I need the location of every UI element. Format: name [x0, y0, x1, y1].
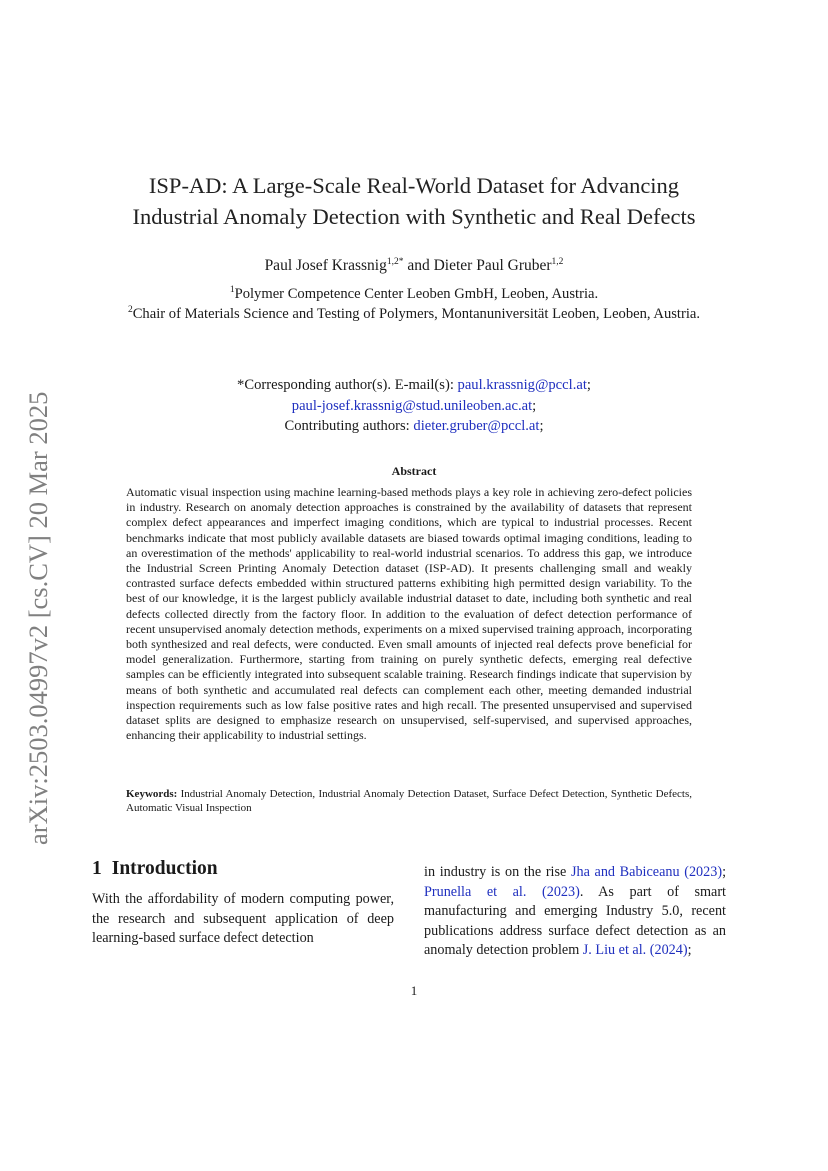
paper-title-line-2: Industrial Anomaly Detection with Synthetic and Real Defects	[132, 204, 696, 229]
paper-title-line-1: ISP-AD: A Large-Scale Real-World Dataset for Advancing	[148, 173, 680, 198]
separator: ;	[532, 397, 537, 414]
affiliation-2	[100, 305, 728, 325]
citation-link[interactable]: Jha and Babiceanu	[570, 864, 680, 880]
affiliation-marker: 2	[127, 304, 133, 315]
page-number: 1	[410, 983, 418, 998]
affiliation-list	[100, 285, 728, 324]
intro-right-column	[424, 863, 730, 961]
author-name: Dieter Paul Gruber	[433, 257, 552, 274]
email-link[interactable]: paul-josef.krassnig@stud.unileoben.ac.at	[291, 397, 533, 414]
abstract-body: Automatic visual inspection using machine learning-based methods plays a key role in achieving zero-defect policies in industry. Research on anomaly detection approaches is constrained by the availability of datasets that represent complex defect appearances and imperfect imaging conditions, which are typical to industrial processes. Recent benchmarks indicate that most publicly available datasets are biased towards optimal imaging conditions, leading to an overestimation of the methods' applicability to real-world industrial scenarios. To address this gap, we introduce the Industrial Screen Printing Anomaly Detection dataset (ISP-AD). It presents challenging small and weakly contrasted surface defects embedded within structured patterns exhibiting high permitted design variability. To the best of our knowledge, it is the largest publicly available industrial dataset to date, including both synthetic and real defects collected directly from the factory floor. In addition to the evaluation of defect detection performance of recent unsupervised anomaly detection methods, experiments on a mixed supervised training approach, incorporating both synthesized and real defects, were conducted. Even small amounts of injected real defects prove beneficial for model generalization. Furthermore, starting from training on purely synthetic defects, emerging real defective samples can be efficiently integrated into subsequent scalable training. Research findings indicate that supervision by means of both synthetic and accumulated real defects can complement each other, meeting demanded industrial inspection requirements such as low false positive rates and high recall. The presented unsupervised and supervised dataset splits are designed to emphasize research on unsupervised, self-supervised, and supervised approaches, enhancing their applicability to industrial settings.	[126, 485, 692, 743]
body-text	[526, 884, 542, 900]
citation-link[interactable]: J. Liu et al.	[582, 942, 647, 958]
paper-title	[0, 170, 828, 232]
corresponding-label: *Corresponding author(s). E-mail(s):	[237, 377, 458, 393]
keywords	[126, 787, 692, 815]
author-conjunction: and	[403, 257, 434, 274]
separator: ;	[586, 377, 591, 393]
section-heading	[92, 858, 218, 880]
corresponding-author-line-2	[0, 396, 828, 417]
intro-left-column: With the affordability of modern computing power, the research and subsequent application of deep learning-based surface defect detection	[92, 891, 394, 946]
email-link[interactable]: paul.krassnig@pccl.at	[457, 377, 587, 393]
section-number: 1	[92, 858, 102, 879]
citation-link[interactable]: Prunella et al.	[424, 883, 527, 900]
citation-year-link[interactable]: (2023)	[542, 883, 580, 900]
citation-year-link[interactable]: (2023)	[684, 864, 723, 880]
author-affiliation-marker: 1,2	[551, 257, 564, 267]
affiliation-text: Chair of Materials Science and Testing of Polymers, Montanuniversität Leoben, Leoben, Austria.	[132, 305, 701, 322]
email-link[interactable]: dieter.gruber@pccl.at	[413, 418, 540, 434]
author-affiliation-marker: 1,2*	[386, 257, 404, 267]
body-text: in industry is on the rise	[424, 864, 571, 880]
affiliation-marker: 1	[229, 285, 235, 295]
contact-block	[0, 375, 828, 437]
corresponding-author-line	[0, 375, 828, 396]
arxiv-identifier-stamp: arXiv:2503.04997v2 [cs.CV] 20 Mar 2025	[23, 391, 53, 845]
author-list	[0, 256, 828, 276]
separator: ;	[539, 418, 544, 434]
body-text: ;	[722, 864, 730, 880]
abstract-heading: Abstract	[391, 464, 437, 478]
affiliation-1	[100, 285, 728, 305]
body-text: ;	[687, 942, 692, 958]
author-name: Paul Josef Krassnig	[264, 257, 387, 274]
contributing-label: Contributing authors:	[284, 418, 414, 434]
body-text: . As part of smart manufacturing and emerging Industry 5.0, recent publications address surface defect detection as an anomaly detection problem	[424, 883, 730, 958]
affiliation-text: Polymer Competence Center Leoben GmbH, Leoben, Austria.	[234, 286, 599, 302]
keywords-text: Industrial Anomaly Detection, Industrial Anomaly Detection Dataset, Surface Defect Detection, Synthetic Defects, Automatic Visual Inspection	[126, 788, 692, 814]
keywords-label: Keywords:	[126, 788, 178, 800]
section-title: Introduction	[111, 858, 218, 879]
contributing-author-line	[0, 416, 828, 437]
citation-year-link[interactable]: (2024)	[649, 942, 688, 958]
